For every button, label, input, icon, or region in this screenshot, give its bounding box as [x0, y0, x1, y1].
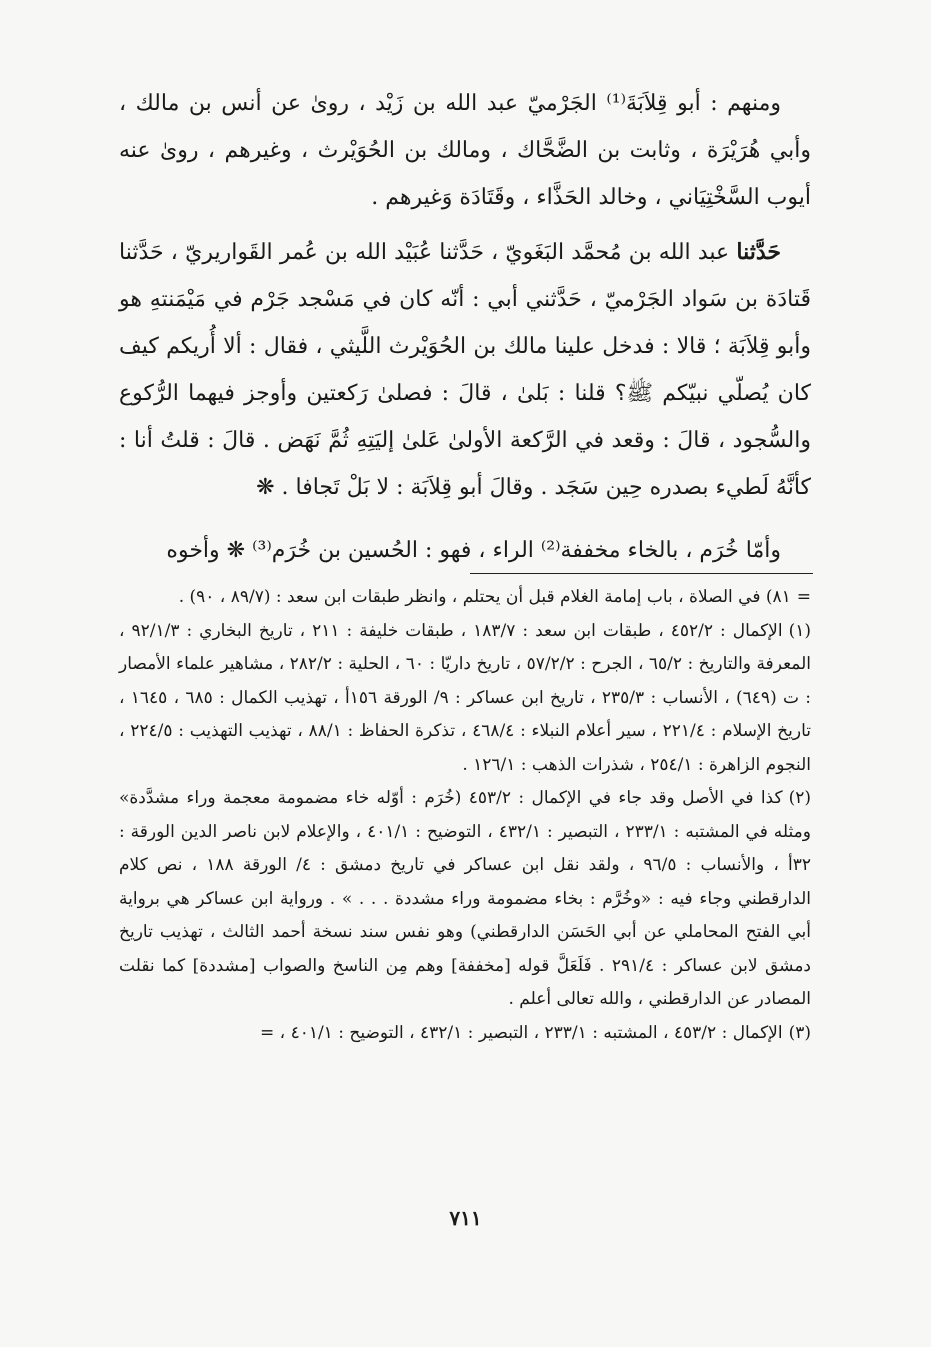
footnote-number: (٢)	[788, 788, 811, 808]
footnote-text: كذا في الأصل وقد جاء في الإكمال : ٤٥٣/٢ (خُرَم : أوّله خاء مضمومة معجمة وراء مشدَّدة» ومثله في المشتبه : ٢٣٣/١ ، التبصير : ٤٣٢/١ ، التوضيح : ٤٠١/١ ، والإعلام لابن ناصر الدين الورقة : ٣٢أ ، والأنساب : ٩٦/٥ ، ولقد نقل ابن عساكر في تاريخ دمشق : ٤/ الورقة ١٨٨ ، نص كلام الدارقطني وجاء فيه : «وخُرَّم : بخاء مضمومة وراء مشددة . . . » . ورواية ابن عساكر هي برواية أبي الفتح المحاملي عن أبي الحَسَن الدارقطني) وهو نفس سند نسخة أحمد الثالث ، تهذيب تاريخ دمشق لابن عساكر : ٢٩١/٤ . فَلَعَلَّ قوله [مخففة] وهم مِن الناسخ والصواب [مشددة] كما نقلت المصادر عن الدارقطني ، والله تعالى أعلم .	[119, 788, 811, 1009]
paragraph-khuram: وأمّا خُرَم ، بالخاء مخففة⁽²⁾ الراء ، فهو : الحُسين بن خُرَم⁽³⁾ ❋ وأخوه	[166, 538, 781, 563]
footnote-number: (١)	[788, 620, 812, 641]
paragraph-narrators: ومنهم : أبو قِلاَبَةَ⁽¹⁾ الجَرْميّ عبد الله بن زَيْد ، روىٰ عن أنس بن مالك ، وأبي هُرَيْرَة ، وثابت بن الضَّحَّاك ، ومالك بن الحُوَيْرث ، وغيرهم ، روىٰ عنه أيوب السَّخْتِيَاني ، وخالد الحَذَّاء ، وقَتَادَة وَغيرهم .	[119, 91, 811, 210]
hadith-lead-word: حَدَّثنا	[736, 239, 781, 265]
footnote-marker: =	[796, 587, 811, 607]
footnote-continuation	[119, 581, 811, 615]
footnote-3	[119, 1017, 811, 1051]
paragraph-hadith	[119, 229, 811, 511]
page-number: ٧١١	[449, 1206, 482, 1230]
footnote-text: الإكمال : ٤٥٢/٢ ، طبقات ابن سعد : ١٨٣/٧ ، طبقات خليفة : ٢١١ ، تاريخ البخاري : ٩٢/١/٣ ، المعرفة والتاريخ : ٦٥/٢ ، الجرح : ٥٧/٢/٢ ، تاريخ داريّا : ٦٠ ، الحلية : ٢٨٢/٢ ، مشاهير علماء الأمصار : ت (٦٤٩) ، الأنساب : ٢٣٥/٣ ، تاريخ ابن عساكر : ٩/ الورقة ١٥٦أ ، تهذيب الكمال : ٦٨٥ ، ١٦٤٥ ، تاريخ الإسلام : ٢٢١/٤ ، سير أعلام النبلاء : ٤٦٨/٤ ، تذكرة الحفاظ : ٨٨/١ ، تهذيب التهذيب : ٢٢٤/٥ ، النجوم الزاهرة : ٢٥٤/١ ، شذرات الذهب : ١٢٦/١ .	[119, 620, 812, 775]
footnote-text: الإكمال : ٤٥٣/٢ ، المشتبه : ٢٣٣/١ ، التبصير : ٤٣٢/١ ، التوضيح : ٤٠١/١ ، =	[260, 1022, 783, 1043]
footnote-2	[119, 782, 811, 1017]
footnote-number: (٣)	[788, 1022, 811, 1043]
main-text	[119, 80, 811, 574]
footnotes	[119, 581, 811, 1050]
footnote-separator	[470, 573, 813, 574]
hadith-text: عبد الله بن مُحمَّد البَغَويّ ، حَدَّثنا عُبَيْد الله بن عُمر القَواريريّ ، حَدَّثنا قَتادَة بن سَواد الجَرْميّ ، حَدَّثني أبي : أنّه كان في مَسْجد جَرْم في مَيْمَنتهِ هو وأبو قِلاَبَة ؛ قالا : فدخل علينا مالك بن الحُوَيْرث اللَّيثي ، فقال : ألا أُريكم كيف كان يُصلّي نبيّكم ﷺ؟ قلنا : بَلىٰ ، قالَ : فصلىٰ رَكعتين وأوجز فيهما الرُّكوع والسُّجود ، قالَ : وقعد في الرَّكعة الأولىٰ عَلىٰ إليَتِهِ ثُمَّ نَهَض . قالَ : قلتُ أنا : كأنَّهُ لَطيء بصدره حِين سَجَد . وقالَ أبو قِلاَبَة : لا بَلْ تَجافا . ❋	[119, 240, 811, 500]
footnote-text: ٨١) في الصلاة ، باب إمامة الغلام قبل أن يحتلم ، وانظر طبقات ابن سعد : (٨٩/٧ ، ٩٠) .	[178, 587, 791, 607]
footnote-1	[119, 615, 811, 783]
